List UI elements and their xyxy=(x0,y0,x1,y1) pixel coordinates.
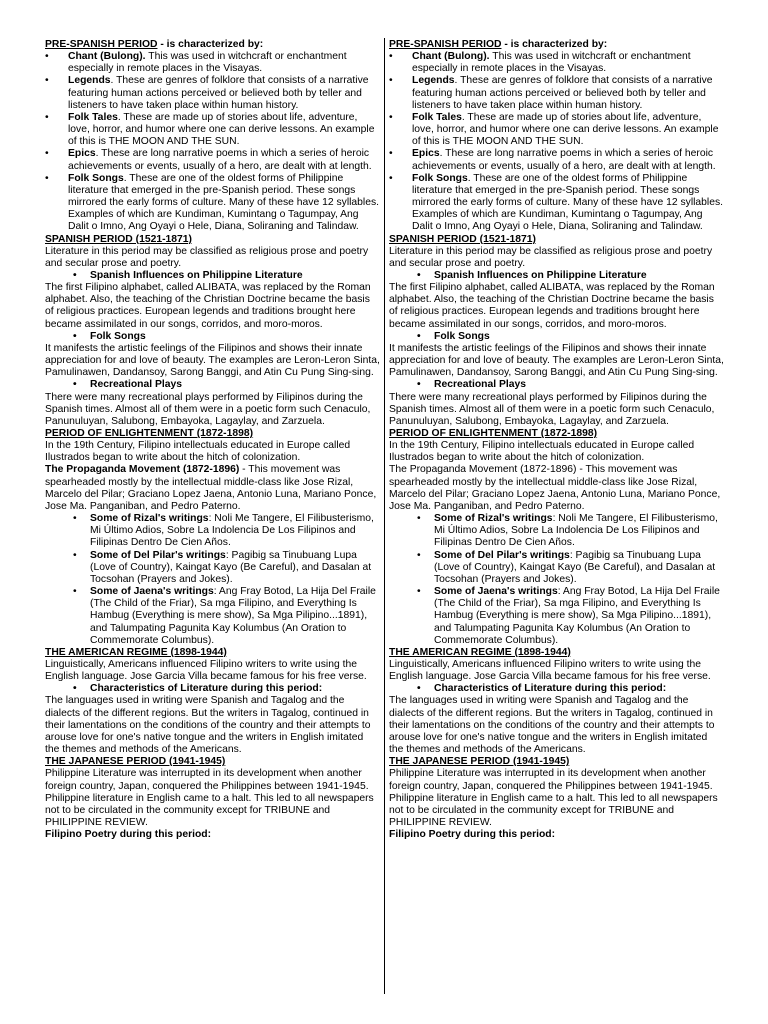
folk-tales-item: • Folk Tales. These are made up of stories about life, adventure, love, horror, and humor where one can derive lessons. An example of this is THE MOON AND THE SUN. xyxy=(389,112,724,148)
japanese-heading: THE JAPANESE PERIOD (1941-1945) xyxy=(389,756,570,768)
chant-item: • Chant (Bulong). This was used in witchcraft or enchantment especially in remote places in the Visayas. xyxy=(45,51,380,75)
american-intro: Linguistically, Americans influenced Filipino writers to write using the English language. Jose Garcia Villa became famous for his free verse. xyxy=(45,658,367,683)
right-column xyxy=(389,39,724,841)
rizal-writings-item: • Some of Rizal's writings: Noli Me Tangere, El Filibusterismo, Mi Último Adios, Sobre La Indolencia De Los Filipinos and Filipinas Dentro De Cien Años. xyxy=(389,513,724,549)
spanish-influences-subheading: • Spanish Influences on Philippine Literature xyxy=(389,270,724,282)
pre-spanish-heading: PRE-SPANISH PERIOD - is characterized by: xyxy=(389,39,608,50)
spanish-intro: Literature in this period may be classified as religious prose and poetry and secular prose and poetry. xyxy=(389,245,713,269)
japanese-intro: Philippine Literature was interrupted in its development when another foreign country, Japan, conquered the Philippines between 1941-1945. Philippine literature in English came to a halt. This led to all newspapers not to be circulated in the community except for TRIBUNE and PHILIPPINE REVIEW. xyxy=(45,768,374,828)
american-heading: THE AMERICAN REGIME (1898-1944) xyxy=(45,646,227,658)
propaganda-movement-text: The Propaganda Movement (1872-1896) - This movement was spearheaded mostly by the intellectual middle-class like Jose Rizal, Marcelo del Pilar; Graciano Lopez Jaena, Antonio Luna, Mariano Ponce, Jose Ma. Panganiban, and Pedro Paterno. xyxy=(45,464,377,512)
propaganda-movement-text: The Propaganda Movement (1872-1896) - This movement was spearheaded mostly by the intellectual middle-class like Jose Rizal, Marcelo del Pilar; Graciano Lopez Jaena, Antonio Luna, Mariano Ponce, Jose Ma. Panganiban, and Pedro Paterno. xyxy=(389,464,721,512)
japanese-heading: THE JAPANESE PERIOD (1941-1945) xyxy=(45,756,226,768)
spanish-intro: Literature in this period may be classified as religious prose and poetry and secular prose and poetry. xyxy=(45,245,369,269)
pre-spanish-heading: PRE-SPANISH PERIOD - is characterized by: xyxy=(45,39,264,50)
spanish-heading: SPANISH PERIOD (1521-1871) xyxy=(45,233,192,245)
recreational-plays-subheading: • Recreational Plays xyxy=(389,379,724,391)
recreational-plays-subheading: • Recreational Plays xyxy=(45,379,380,391)
filipino-poetry-heading: Filipino Poetry during this period: xyxy=(45,829,212,841)
folk-songs-text: It manifests the artistic feelings of the Filipinos and shows their innate appreciation for and love of beauty. The examples are Leron-Leron Sinta, Pamulinawen, Dandansoy, Sarong Banggi, and Atin Cu Pung Sing-sing. xyxy=(389,342,724,379)
folk-songs-subheading: • Folk Songs xyxy=(389,331,724,343)
enlightenment-intro: In the 19th Century, Filipino intellectuals educated in Europe called Ilustrados began to write about the hitch of colonization. xyxy=(389,440,695,464)
american-characteristics-text: The languages used in writing were Spanish and Tagalog and the dialects of the different regions. But the writers in Tagalog, continued in their lamentations on the conditions of the country and their attempts to arouse love for one's native tongue and the writers in English imitated the themes and methods of the Americans. xyxy=(389,695,715,756)
chant-item: • Chant (Bulong). This was used in witchcraft or enchantment especially in remote places in the Visayas. xyxy=(389,51,724,75)
american-characteristics-subheading: • Characteristics of Literature during this period: xyxy=(389,683,724,695)
american-characteristics-text: The languages used in writing were Spanish and Tagalog and the dialects of the different regions. But the writers in Tagalog, continued in their lamentations on the conditions of the country and their attempts to arouse love for one's native tongue and the writers in English imitated the themes and methods of the Americans. xyxy=(45,695,371,756)
folk-songs-subheading: • Folk Songs xyxy=(45,331,380,343)
american-heading: THE AMERICAN REGIME (1898-1944) xyxy=(389,646,571,658)
folk-tales-item: • Folk Tales. These are made up of stories about life, adventure, love, horror, and humor where one can derive lessons. An example of this is THE MOON AND THE SUN. xyxy=(45,112,380,148)
spanish-influences-subheading: • Spanish Influences on Philippine Literature xyxy=(45,270,380,282)
folk-songs-item: • Folk Songs. These are one of the oldest forms of Philippine literature that emerged in the pre-Spanish period. These songs mirrored the early forms of culture. Many of these have 12 syllables. Examples of which are Kundiman, Kumintang o Tagumpay, Ang Dalit o Imno, Ang Oyayi o Hele, Diana, Soliraning and Talindaw. xyxy=(389,173,724,234)
folk-songs-item: • Folk Songs. These are one of the oldest forms of Philippine literature that emerged in the pre-Spanish period. These songs mirrored the early forms of culture. Many of these have 12 syllables. Examples of which are Kundiman, Kumintang o Tagumpay, Ang Dalit o Imno, Ang Oyayi o Hele, Diana, Soliraning and Talindaw. xyxy=(45,173,380,234)
left-column xyxy=(45,39,380,841)
legends-item: • Legends. These are genres of folklore that consists of a narrative featuring human actions perceived or believed both by teller and listeners to have taken place within human history. xyxy=(389,75,724,111)
legends-item: • Legends. These are genres of folklore that consists of a narrative featuring human actions perceived or believed both by teller and listeners to have taken place within human history. xyxy=(45,75,380,111)
folk-songs-text: It manifests the artistic feelings of the Filipinos and shows their innate appreciation for and love of beauty. The examples are Leron-Leron Sinta, Pamulinawen, Dandansoy, Sarong Banggi, and Atin Cu Pung Sing-sing. xyxy=(45,342,380,379)
jaena-writings-item: • Some of Jaena's writings: Ang Fray Botod, La Hija Del Fraile (The Child of the Friar), Sa mga Filipino, and Everything Is Hambug (Everything is mere show), Sa Mga Pilipino...1891), and Talumpating Pagunita Kay Kolumbus (An Oration to Commemorate Columbus). xyxy=(45,586,380,647)
enlightenment-heading: PERIOD OF ENLIGHTENMENT (1872-1898) xyxy=(45,428,254,439)
enlightenment-heading: PERIOD OF ENLIGHTENMENT (1872-1898) xyxy=(389,428,598,439)
enlightenment-intro: In the 19th Century, Filipino intellectuals educated in Europe called Ilustrados began to write about the hitch of colonization. xyxy=(45,440,351,464)
spanish-heading: SPANISH PERIOD (1521-1871) xyxy=(389,233,536,245)
column-divider xyxy=(384,38,385,994)
jaena-writings-item: • Some of Jaena's writings: Ang Fray Botod, La Hija Del Fraile (The Child of the Friar), Sa mga Filipino, and Everything Is Hambug (Everything is mere show), Sa Mga Pilipino...1891), and Talumpating Pagunita Kay Kolumbus (An Oration to Commemorate Columbus). xyxy=(389,586,724,647)
del-pilar-writings-item: • Some of Del Pilar's writings: Pagibig sa Tinubuang Lupa (Love of Country), Kaingat Kayo (Be Careful), and Dasalan at Tocsohan (Prayers and Jokes). xyxy=(389,550,724,586)
filipino-poetry-heading: Filipino Poetry during this period: xyxy=(389,829,556,841)
del-pilar-writings-item: • Some of Del Pilar's writings: Pagibig sa Tinubuang Lupa (Love of Country), Kaingat Kayo (Be Careful), and Dasalan at Tocsohan (Prayers and Jokes). xyxy=(45,550,380,586)
recreational-plays-text: There were many recreational plays performed by Filipinos during the Spanish times. Almost all of them were in a poetic form such Cenaculo, Panunuluyan, Salubong, Embayoka, Lagaylay, and Zarzuela. xyxy=(389,391,715,427)
rizal-writings-item: • Some of Rizal's writings: Noli Me Tangere, El Filibusterismo, Mi Último Adios, Sobre La Indolencia De Los Filipinos and Filipinas Dentro De Cien Años. xyxy=(45,513,380,549)
japanese-intro: Philippine Literature was interrupted in its development when another foreign country, Japan, conquered the Philippines between 1941-1945. Philippine literature in English came to a halt. This led to all newspapers not to be circulated in the community except for TRIBUNE and PHILIPPINE REVIEW. xyxy=(389,768,718,828)
spanish-influences-text: The first Filipino alphabet, called ALIBATA, was replaced by the Roman alphabet. Also, the teaching of the Christian Doctrine became the basis of religious practices. European legends and traditions brought here became assimilated in our songs, corridos, and moro-moros. xyxy=(45,282,371,330)
epics-item: • Epics. These are long narrative poems in which a series of heroic achievements or events, usually of a hero, are dealt with at length. xyxy=(45,148,380,172)
american-characteristics-subheading: • Characteristics of Literature during this period: xyxy=(45,683,380,695)
american-intro: Linguistically, Americans influenced Filipino writers to write using the English language. Jose Garcia Villa became famous for his free verse. xyxy=(389,658,711,683)
epics-item: • Epics. These are long narrative poems in which a series of heroic achievements or events, usually of a hero, are dealt with at length. xyxy=(389,148,724,172)
recreational-plays-text: There were many recreational plays performed by Filipinos during the Spanish times. Almost all of them were in a poetic form such Cenaculo, Panunuluyan, Salubong, Embayoka, Lagaylay, and Zarzuela. xyxy=(45,391,371,427)
spanish-influences-text: The first Filipino alphabet, called ALIBATA, was replaced by the Roman alphabet. Also, the teaching of the Christian Doctrine became the basis of religious practices. European legends and traditions brought here became assimilated in our songs, corridos, and moro-moros. xyxy=(389,282,715,330)
